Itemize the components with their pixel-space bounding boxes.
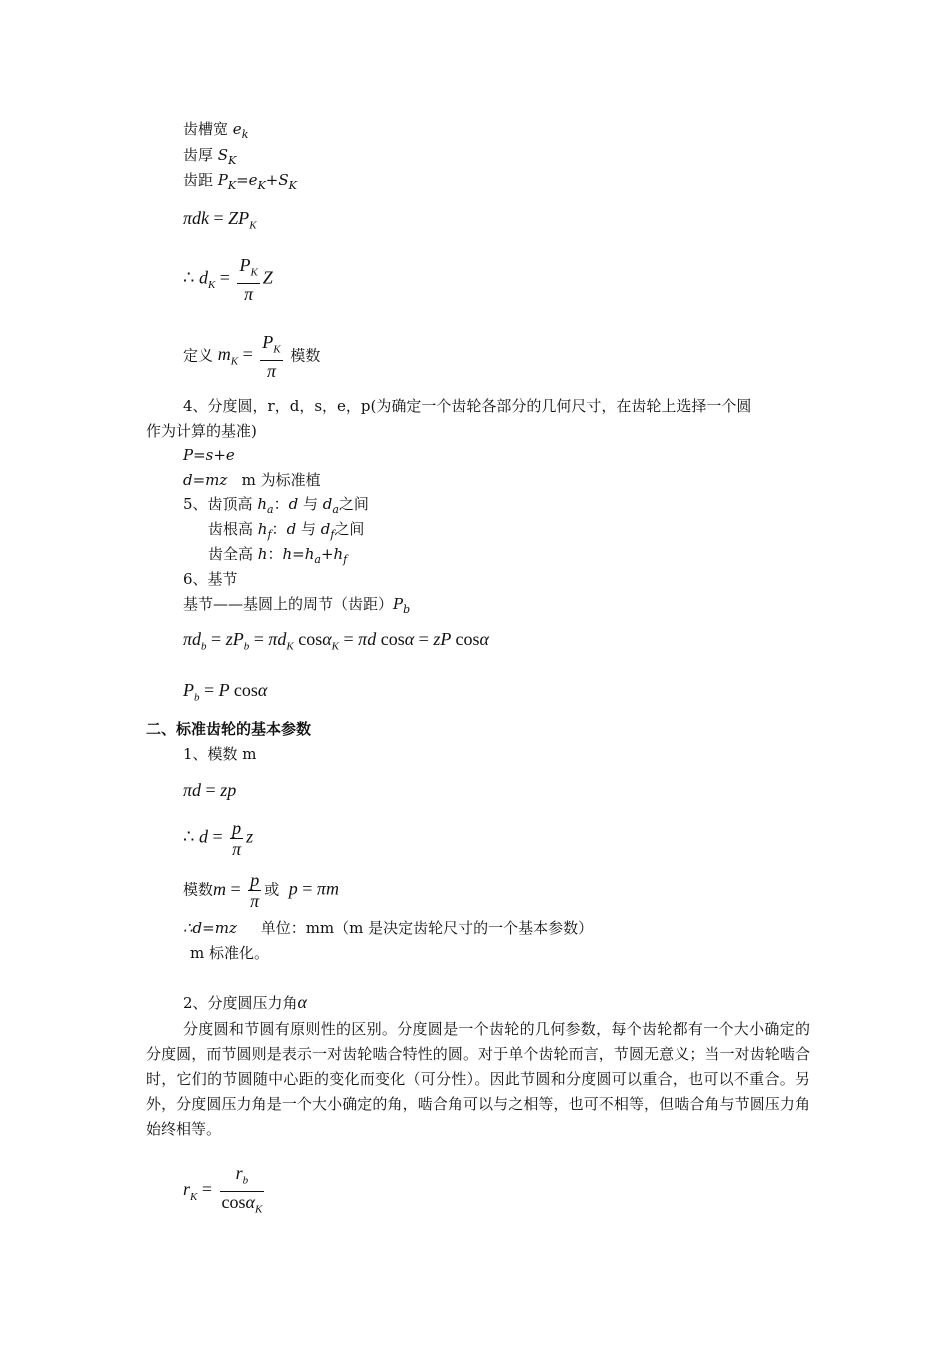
line-tooth-space: 齿槽宽 $e_k$ xyxy=(183,120,249,141)
formula-mk: 定义 $m_K$ = $\frac{P_K}{\pi}$ 模数 xyxy=(183,332,321,381)
section-5-dedendum: 齿根高 $h_f$：d 与 $d_f$之间 xyxy=(208,520,365,541)
section-5: 5、齿顶高 $h_a$：d 与 $d_a$之间 xyxy=(183,495,369,516)
section-6-base-pitch: 基节——基圆上的周节（齿距）$P_b$ xyxy=(183,595,411,616)
formula-module: 模数m = $\frac{p}{\pi}$ 或 p = πm xyxy=(183,870,339,911)
formula-rk: $r_K$ = $\frac{r_b}{\cos\alpha_K}$ xyxy=(183,1163,263,1216)
formula-d-pz: ∴ d = $\frac{p}{\pi}$ z xyxy=(183,818,254,859)
section-6: 6、基节 xyxy=(183,570,238,588)
subsection-pressure-angle: 2、分度圆压力角α xyxy=(183,992,307,1012)
formula-dmz-unit: ∴d=mz 单位：mm（m 是决定齿轮尺寸的一个基本参数） xyxy=(183,919,594,937)
section-4-cont: 作为计算的基准) xyxy=(146,422,257,440)
formula-pidb: $\pi d_b = zP_b = \pi d_K$ cosα$_K$ = πd cosα = zP cosα xyxy=(183,629,489,653)
section-4: 4、分度圆，r，d，s，e，p(为确定一个齿轮各部分的几何尺寸，在齿轮上选择一个圆 xyxy=(183,397,752,415)
line-pitch: 齿距 $P_K=e_K+S_K$ xyxy=(183,171,297,192)
formula-pidk: $\pi dk = ZP_K$ xyxy=(183,208,257,232)
section-5-whole: 齿全高 h：$h=h_a+h_f$ xyxy=(208,545,348,566)
line-standardized: m 标准化。 xyxy=(190,944,269,962)
paragraph-pitch-circle: 分度圆和节圆有原则性的区别。分度圆是一个齿轮的几何参数，每个齿轮都有一个大小确定的分度圆，而节圆则是表示一对齿轮啮合特性的圆。对于单个齿轮而言，节圆无意义；当一对齿轮啮合时，它们的节圆随中心距的变化而变化（可分性）。因此节圆和分度圆可以重合，也可以不重合。另外，分度圆压力角是一个大小确定的角，啮合角可以与之相等，也可不相等，但啮合角与节圆压力角始终相等。 xyxy=(146,1020,810,1138)
formula-dk: ∴ $d_K$ = $\frac{P_K}{\pi}$ Z xyxy=(183,255,273,304)
formula-pse: P=s+e xyxy=(183,446,235,464)
formula-pid-zp: πd = zp xyxy=(183,780,237,800)
formula-dmz: d=mz m 为标准植 xyxy=(183,471,321,489)
formula-pb: $P_b = P$ cosα xyxy=(183,680,268,704)
line-tooth-thickness: 齿厚 $S_K$ xyxy=(183,146,237,167)
section-heading-2: 二、标准齿轮的基本参数 xyxy=(146,720,312,738)
subsection-module: 1、模数 m xyxy=(183,745,257,763)
